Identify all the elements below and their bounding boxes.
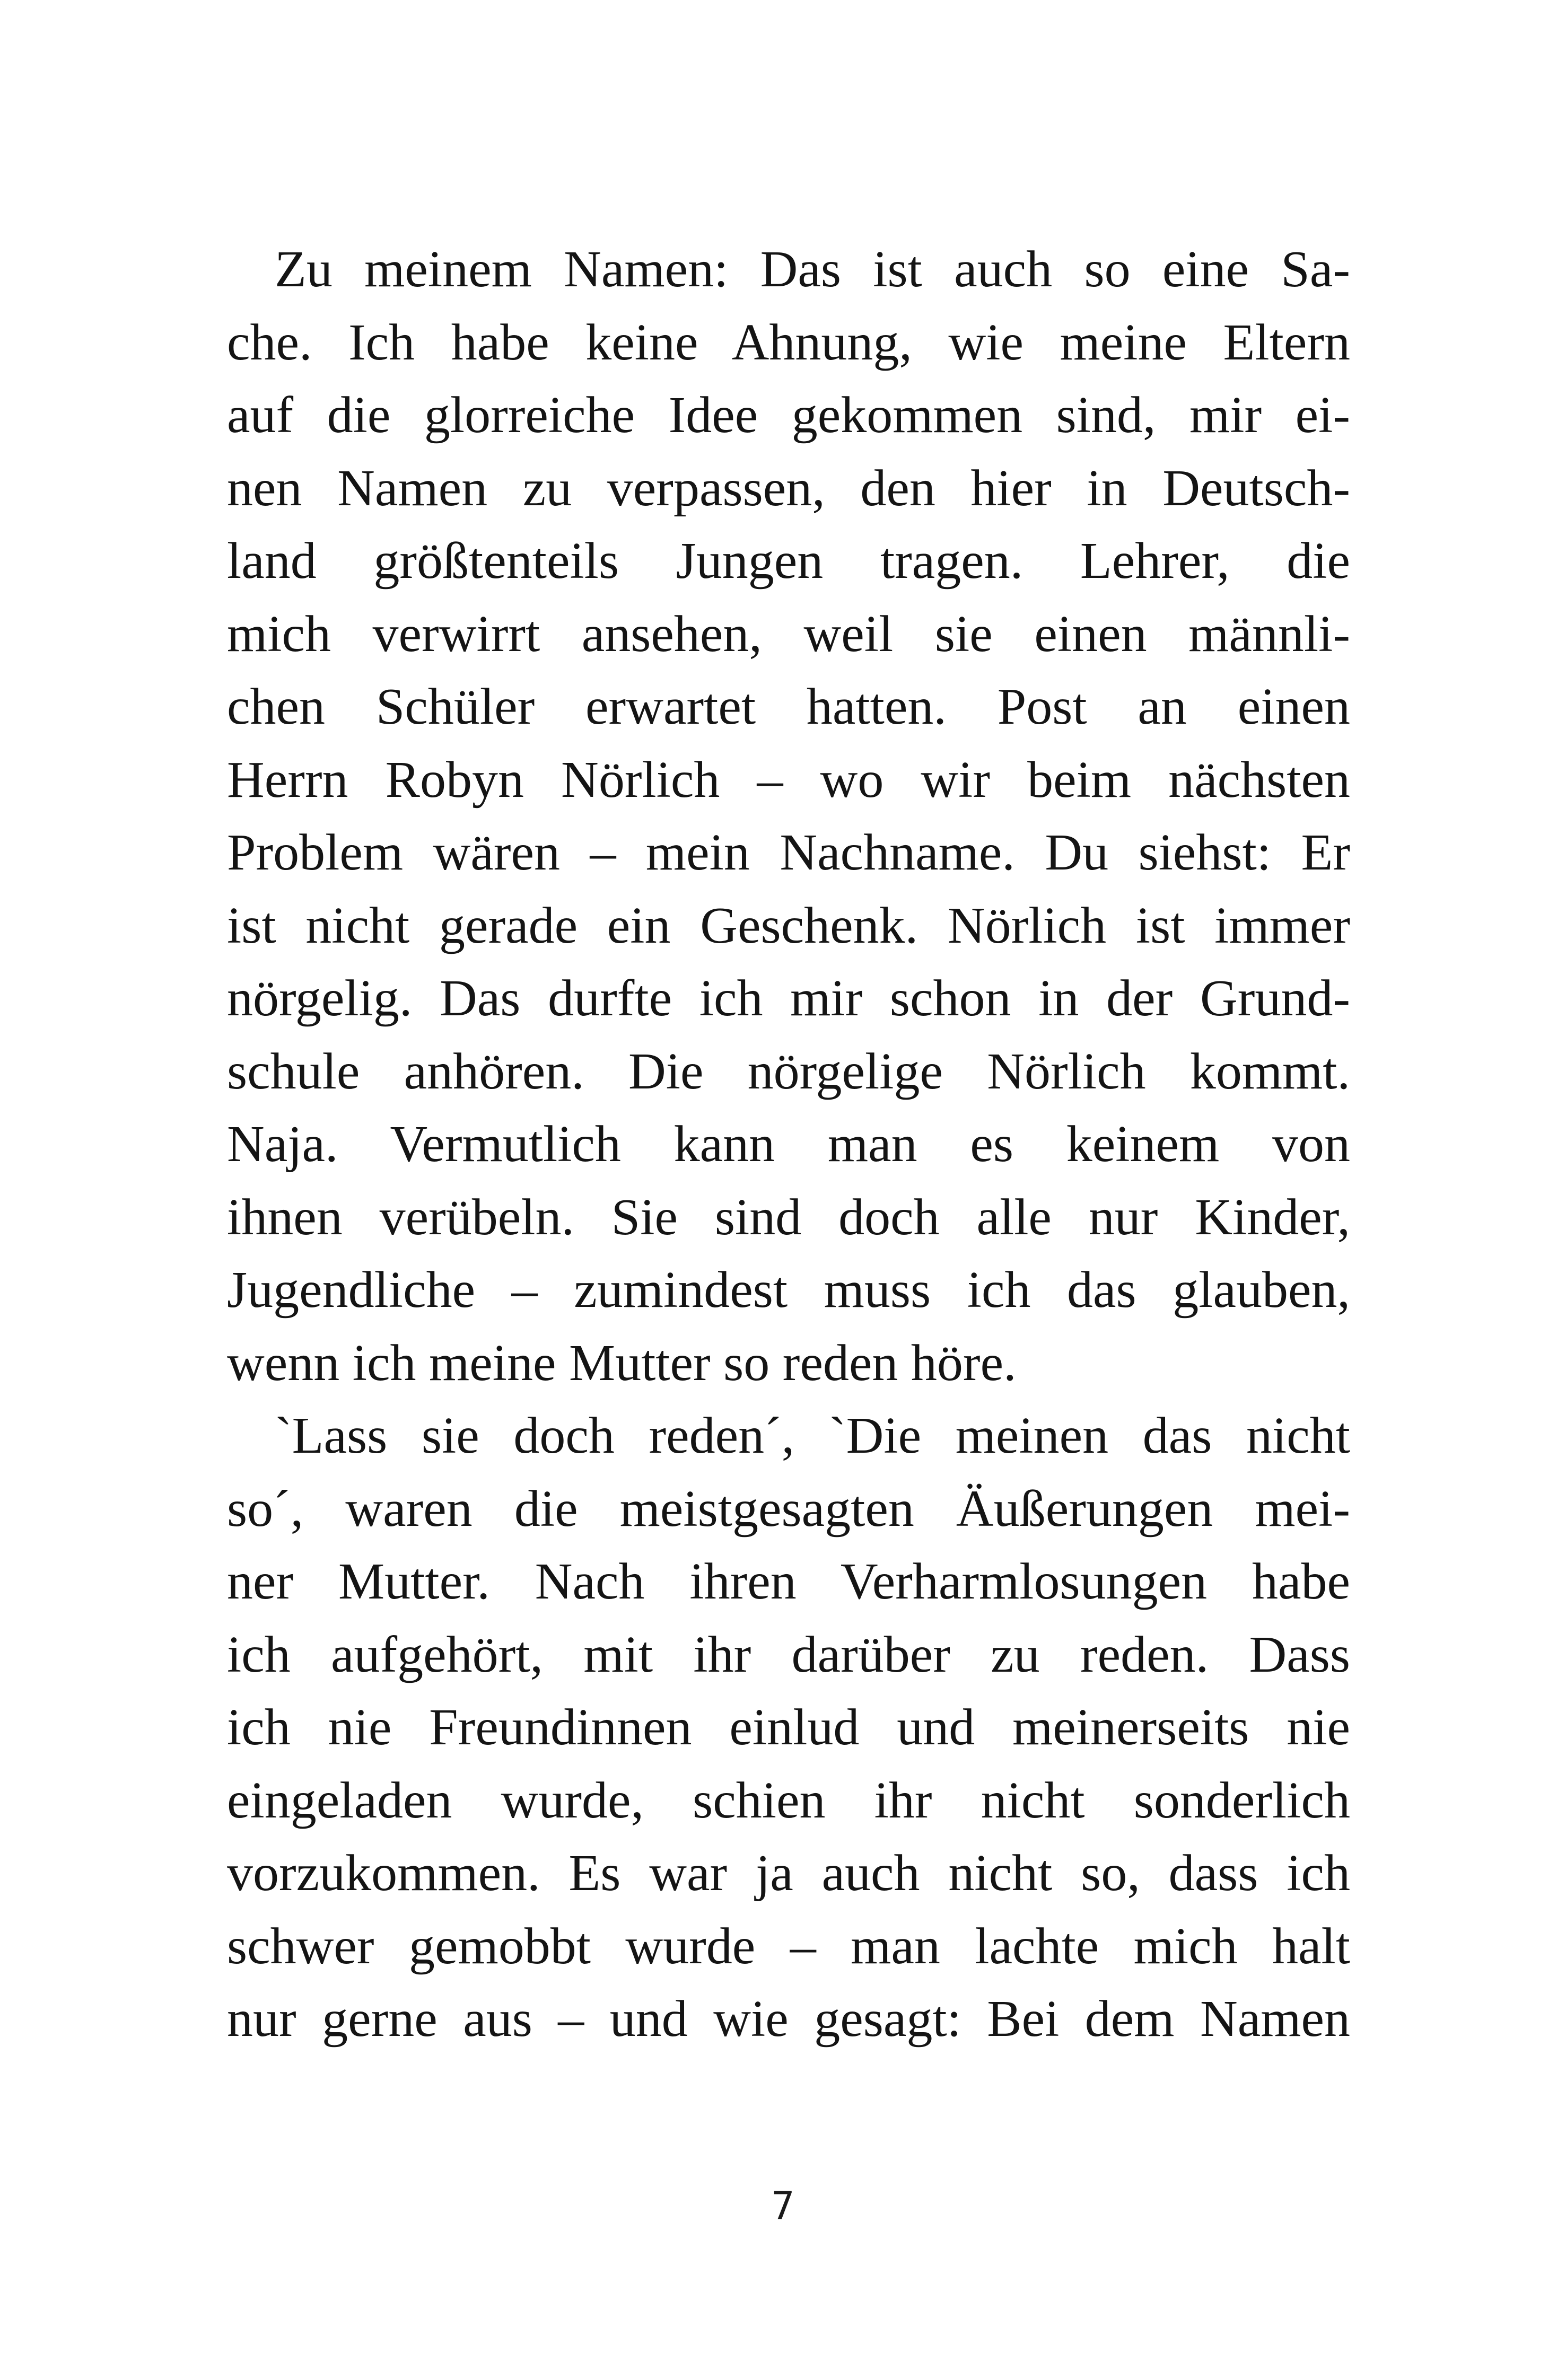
text-line: nen Namen zu verpassen, den hier in Deutsch-	[227, 459, 1350, 517]
text-line: land größtenteils Jungen tragen. Lehrer, die	[227, 532, 1350, 590]
text-line: vorzukommen. Es war ja auch nicht so, dass ich	[227, 1845, 1350, 1902]
text-line: eingeladen wurde, schien ihr nicht sonderlich	[227, 1771, 1350, 1829]
text-line: Zu meinem Namen: Das ist auch so eine Sa-	[275, 241, 1350, 298]
paragraph-2	[227, 1400, 1350, 2056]
text-line: nur gerne aus – und wie gesagt: Bei dem Namen	[227, 1990, 1350, 2048]
text-line: Problem wären – mein Nachname. Du siehst: Er	[227, 824, 1350, 881]
paragraph-1	[227, 233, 1350, 1400]
text-line: ihnen verübeln. Sie sind doch alle nur Kinder,	[227, 1188, 1350, 1246]
text-line: ich nie Freundinnen einlud und meinerseits nie	[227, 1699, 1350, 1756]
text-line: schule anhören. Die nörgelige Nörlich kommt.	[227, 1042, 1350, 1100]
text-line: so´, waren die meistgesagten Äußerungen mei-	[227, 1480, 1350, 1538]
text-line: wenn ich meine Mutter so reden höre.	[227, 1334, 1017, 1392]
text-line: Herrn Robyn Nörlich – wo wir beim nächsten	[227, 751, 1350, 809]
text-line: ist nicht gerade ein Geschenk. Nörlich ist immer	[227, 897, 1350, 954]
body-text	[227, 233, 1350, 2056]
text-line: auf die glorreiche Idee gekommen sind, mir ei-	[227, 387, 1350, 444]
page-number: 7	[771, 2183, 795, 2228]
text-line: schwer gemobbt wurde – man lachte mich halt	[227, 1917, 1350, 1975]
text-line: Jugendliche – zumindest muss ich das glauben,	[227, 1261, 1350, 1319]
text-line: `Lass sie doch reden´, `Die meinen das nicht	[275, 1407, 1350, 1464]
text-line: ich aufgehört, mit ihr darüber zu reden. Dass	[227, 1626, 1350, 1683]
text-line: mich verwirrt ansehen, weil sie einen männli-	[227, 605, 1350, 663]
text-line: chen Schüler erwartet hatten. Post an einen	[227, 678, 1350, 735]
text-line: ner Mutter. Nach ihren Verharmlosungen habe	[227, 1553, 1350, 1610]
text-line: Naja. Vermutlich kann man es keinem von	[227, 1116, 1350, 1173]
text-line: che. Ich habe keine Ahnung, wie meine Eltern	[227, 313, 1350, 371]
text-line: nörgelig. Das durfte ich mir schon in der Grund-	[227, 970, 1350, 1027]
